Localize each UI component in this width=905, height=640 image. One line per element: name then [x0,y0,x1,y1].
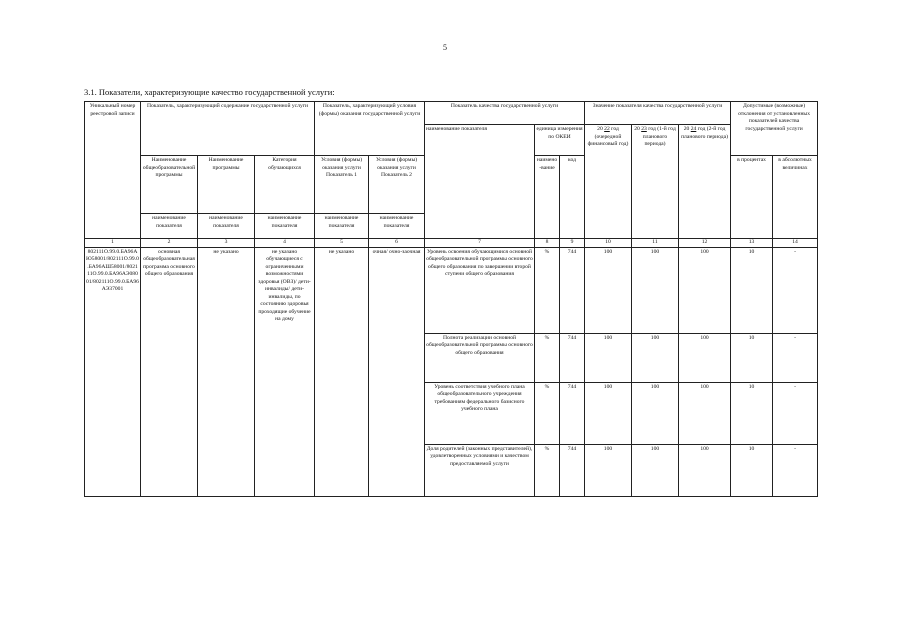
indicator-unit: % [535,382,560,444]
col-num: 4 [255,239,315,248]
indicator-dev-abs: - [773,444,818,496]
header-year-3: 20 24 год (2-й год планового периода) [679,125,731,239]
header-condition-2: Условия (формы) оказания услуги Показатель 2 [369,156,425,214]
indicator-value-3: 100 [679,444,731,496]
col-num: 12 [679,239,731,248]
indicator-code: 744 [560,247,585,333]
indicator-code: 744 [560,333,585,382]
header-indicator-name: наименование показателя [425,125,535,239]
indicator-name: Доля родителей (законных представителей), удовлетворенных условиями и качеством предоставляемой услуги [425,444,535,496]
header-category: Категория обучающихся [255,156,315,214]
indicator-label-5: наименование показателя [315,214,369,239]
header-unit-name: наимено-вание [535,156,560,239]
condition-2-value: очная/ очно-заочная [369,247,425,496]
category-value: не указано обучающиеся с ограниченными возможностями здоровья (ОВЗ)/ дети-инвалиды/ дети-инвалиды, по состоянию здоровья проходящие обучение на дому [255,247,315,496]
header-unit-code: код [560,156,585,239]
indicator-value-2: 100 [632,333,679,382]
col-num: 14 [773,239,818,248]
indicator-value-3: 100 [679,247,731,333]
indicator-label-3: наименование показателя [198,214,255,239]
indicator-dev-pct: 10 [731,333,773,382]
header-year-1: 20 22 год (очередной финансовый год) [585,125,632,239]
header-deviation-group: Допустимые (возможные) отклонения от установленных показателей качества государственной услуги [731,102,818,156]
indicator-value-3: 100 [679,382,731,444]
col-num: 3 [198,239,255,248]
indicator-dev-pct: 10 [731,247,773,333]
indicator-unit: % [535,247,560,333]
condition-1-value: не указано [315,247,369,496]
indicator-label-4: наименование показателя [255,214,315,239]
header-year-2: 20 23 год (1-й год планового периода) [632,125,679,239]
indicator-name: Уровень соответствия учебного плана общеобразовательного учреждения требованиям федерального базисного учебного плана [425,382,535,444]
indicator-dev-abs: - [773,247,818,333]
indicator-name: Уровень освоения обучающимися основной общеобразовательной программы основного общего образования по завершении второй ступени общего образования [425,247,535,333]
indicator-dev-abs: - [773,333,818,382]
header-edu-program: Наименование общеобразовательной программы [141,156,198,214]
quality-indicators-table [84,101,818,497]
indicator-dev-pct: 10 [731,382,773,444]
indicator-unit: % [535,444,560,496]
header-programs: Наименование программы [198,156,255,214]
indicator-label-6: наименование показателя [369,214,425,239]
header-conditions-group: Показатель, характеризующий условия (формы) оказания государственной услуги [315,102,425,156]
col-num: 7 [425,239,535,248]
col-num: 9 [560,239,585,248]
col-num: 8 [535,239,560,248]
header-quality-group: Показатель качества государственной услуги [425,102,585,125]
header-registry: Уникальный номер реестровой записи [85,102,141,239]
indicator-dev-abs: - [773,382,818,444]
col-num: 10 [585,239,632,248]
indicator-code: 744 [560,444,585,496]
header-value-group: Значение показателя качества государственной услуги [585,102,731,125]
header-unit: единица измерения по ОКЕИ [535,125,585,156]
col-num: 2 [141,239,198,248]
header-content-group: Показатель, характеризующий содержание государственной услуги [141,102,315,156]
col-num: 6 [369,239,425,248]
program-value: не указано [198,247,255,496]
indicator-value-1: 100 [585,247,632,333]
edu-program-value: основная общеобразовательная программа основного общего образования [141,247,198,496]
indicator-value-1: 100 [585,444,632,496]
indicator-value-2: 100 [632,247,679,333]
indicator-value-2: 100 [632,382,679,444]
indicator-code: 744 [560,382,585,444]
indicator-label-2: наименование показателя [141,214,198,239]
page-number: 5 [443,43,447,52]
header-condition-1: Условия (формы) оказания услуги Показатель 1 [315,156,369,214]
section-title: 3.1. Показатели, характеризующие качество государственной услуги: [84,87,335,97]
indicator-value-1: 100 [585,382,632,444]
col-num: 5 [315,239,369,248]
col-num: 11 [632,239,679,248]
indicator-value-2: 100 [632,444,679,496]
indicator-name: Полнота реализации основной общеобразовательной программы основного общего образования [425,333,535,382]
registry-codes: 802111О.99.0.БА96АЮ58001/802111О.99.0.БА96АШ58001/802111О.99.0.БА96АЭ08001/802111О.99.0.БА96АЭ37001 [85,247,141,496]
col-num: 13 [731,239,773,248]
header-dev-percent: в процентах [731,156,773,239]
indicator-value-3: 100 [679,333,731,382]
column-numbers-row [85,239,818,248]
table-row [85,247,818,333]
indicator-value-1: 100 [585,333,632,382]
header-dev-abs: в абсолютных величинах [773,156,818,239]
indicator-unit: % [535,333,560,382]
col-num: 1 [85,239,141,248]
indicator-dev-pct: 10 [731,444,773,496]
